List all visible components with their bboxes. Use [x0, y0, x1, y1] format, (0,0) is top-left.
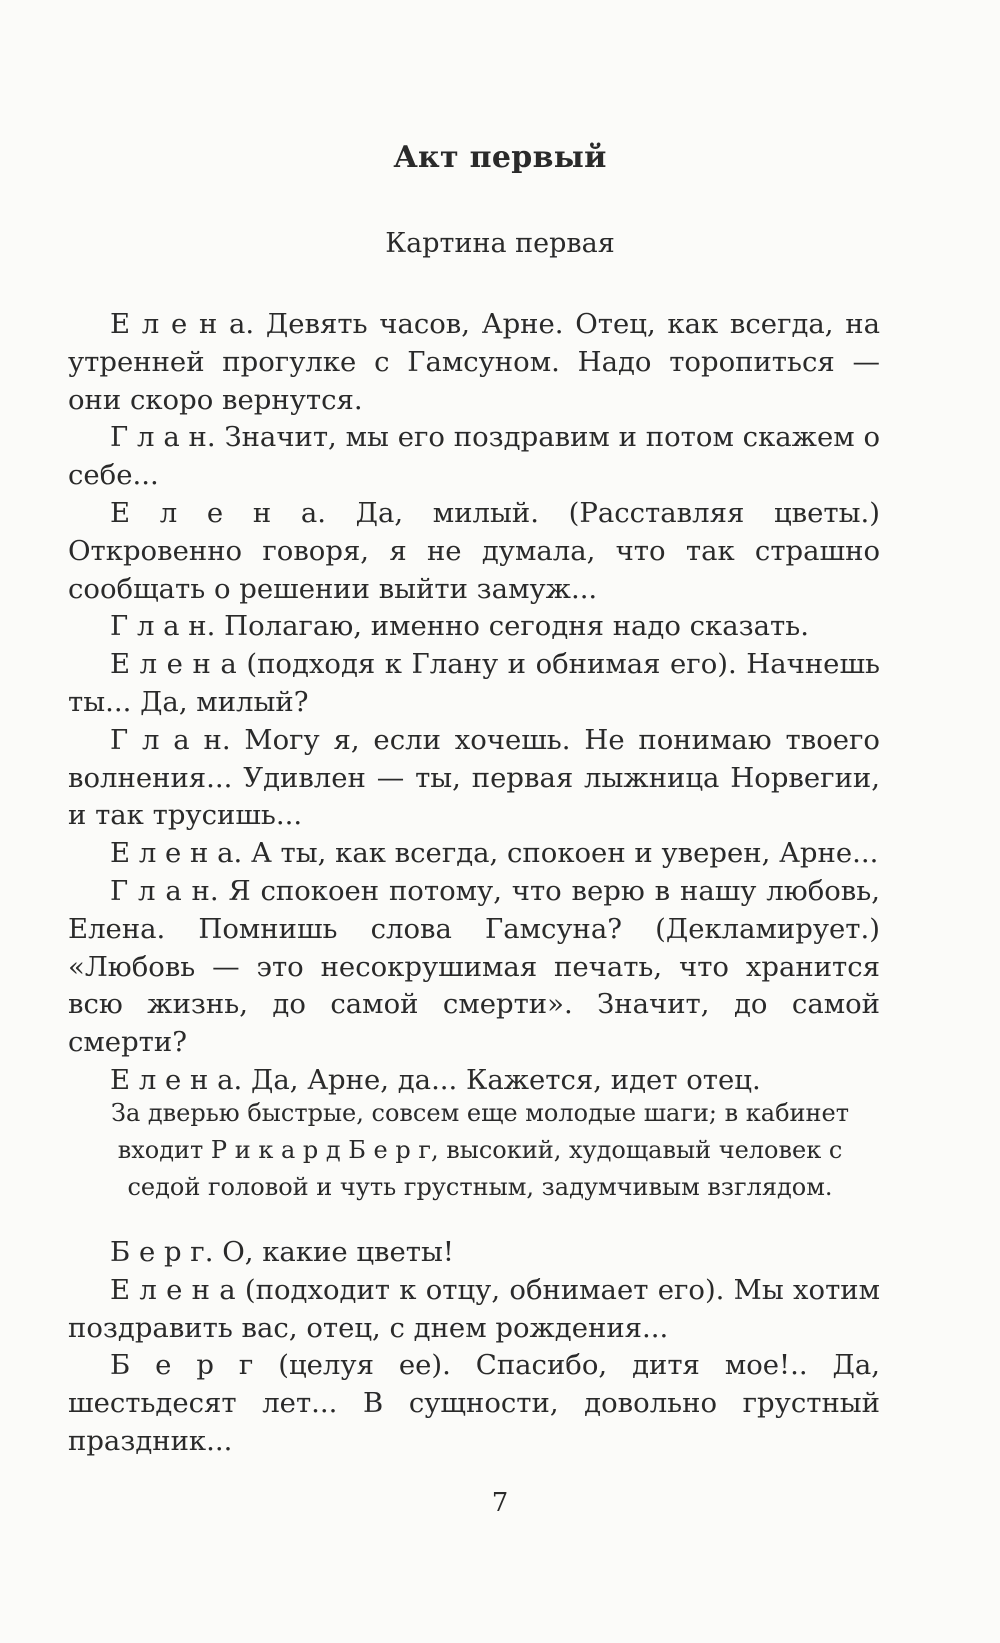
speaker-name: Е л е н а [110, 1273, 236, 1306]
speaker-name: Г л а н. [110, 421, 216, 454]
line-text: О, какие цветы! [213, 1236, 454, 1268]
line-text: Девять часов, Арне. Отец, как всегда, на утренней прогулке с Гамсуном. Надо торопиться — они скоро вернутся. [68, 308, 880, 416]
speaker-name: Е л е н а [110, 648, 237, 681]
stage-direction-text: , высокий, худощавый человек с седой головой и чуть грустным, задумчивым взглядом. [127, 1136, 843, 1201]
line-text: А ты, как всегда, спокоен и уверен, Арне... [242, 837, 879, 870]
speaker-name: Г л а н. [110, 874, 219, 907]
line-text: (подходит к отцу, обнимает его). Мы хотим поздравить вас, отец, с днем рождения... [68, 1273, 880, 1344]
stage-direction [90, 1095, 870, 1206]
speaker-name: Е л е н а. [110, 308, 255, 340]
line-text: Я спокоен потому, что верю в нашу любовь, Елена. Помнишь слова Гамсуна? (Декламирует.) «Любовь — это несокрушимая печать, что хранится всю жизнь, до самой смерти». Значит, до самой смерти? [68, 874, 881, 1059]
line-text: Да, милый. (Расставляя цветы.) Откровенно говоря, я не думала, что так страшно сообщать о решении выйти замуж... [68, 496, 880, 605]
line-text: Да, Арне, да... Кажется, идет отец. [242, 1063, 761, 1096]
dialogue-line [68, 1272, 880, 1348]
dialogue-block [68, 306, 880, 1100]
line-text: Значит, мы его поздравим и потом скажем о себе... [68, 421, 880, 492]
line-text: Полагаю, именно сегодня надо сказать. [215, 610, 809, 643]
dialogue-line [68, 1234, 880, 1272]
speaker-name: Б е р г [110, 1349, 254, 1382]
dialogue-line [68, 495, 880, 608]
speaker-name: Е л е н а. [110, 837, 243, 870]
speaker-name: Е л е н а. [110, 496, 326, 529]
speaker-name: Г л а н. [110, 610, 216, 643]
page-number: 7 [491, 1488, 509, 1518]
dialogue-line [68, 835, 880, 873]
speaker-name: Б е р г. [110, 1236, 214, 1268]
dialogue-line [68, 419, 880, 495]
dialogue-line [68, 1347, 880, 1460]
scene-title: Картина первая [385, 228, 615, 259]
dialogue-line [68, 306, 880, 419]
dialogue-line [68, 873, 880, 1062]
line-text: (целуя ее). Спасибо, дитя мое!.. Да, шестьдесят лет... В сущности, довольно грустный праздник... [68, 1349, 880, 1457]
stage-direction-character: Р и к а р д Б е р г [210, 1136, 431, 1164]
dialogue-line [68, 608, 880, 646]
speaker-name: Е л е н а. [110, 1063, 243, 1096]
dialogue-line [68, 722, 880, 835]
act-title: Акт первый [393, 140, 607, 175]
line-text: Могу я, если хочешь. Не понимаю твоего волнения... Удивлен — ты, первая лыжница Норвегии, и так трусишь... [68, 723, 880, 832]
dialogue-line [68, 646, 880, 722]
line-text: (подходя к Глану и обнимая его). Начнешь ты... Да, милый? [68, 648, 880, 718]
dialogue-block-2 [68, 1234, 880, 1461]
stage-direction-text: За дверью быстрые, совсем еще молодые шаги; в кабинет входит [110, 1099, 850, 1164]
speaker-name: Г л а н. [110, 723, 231, 756]
